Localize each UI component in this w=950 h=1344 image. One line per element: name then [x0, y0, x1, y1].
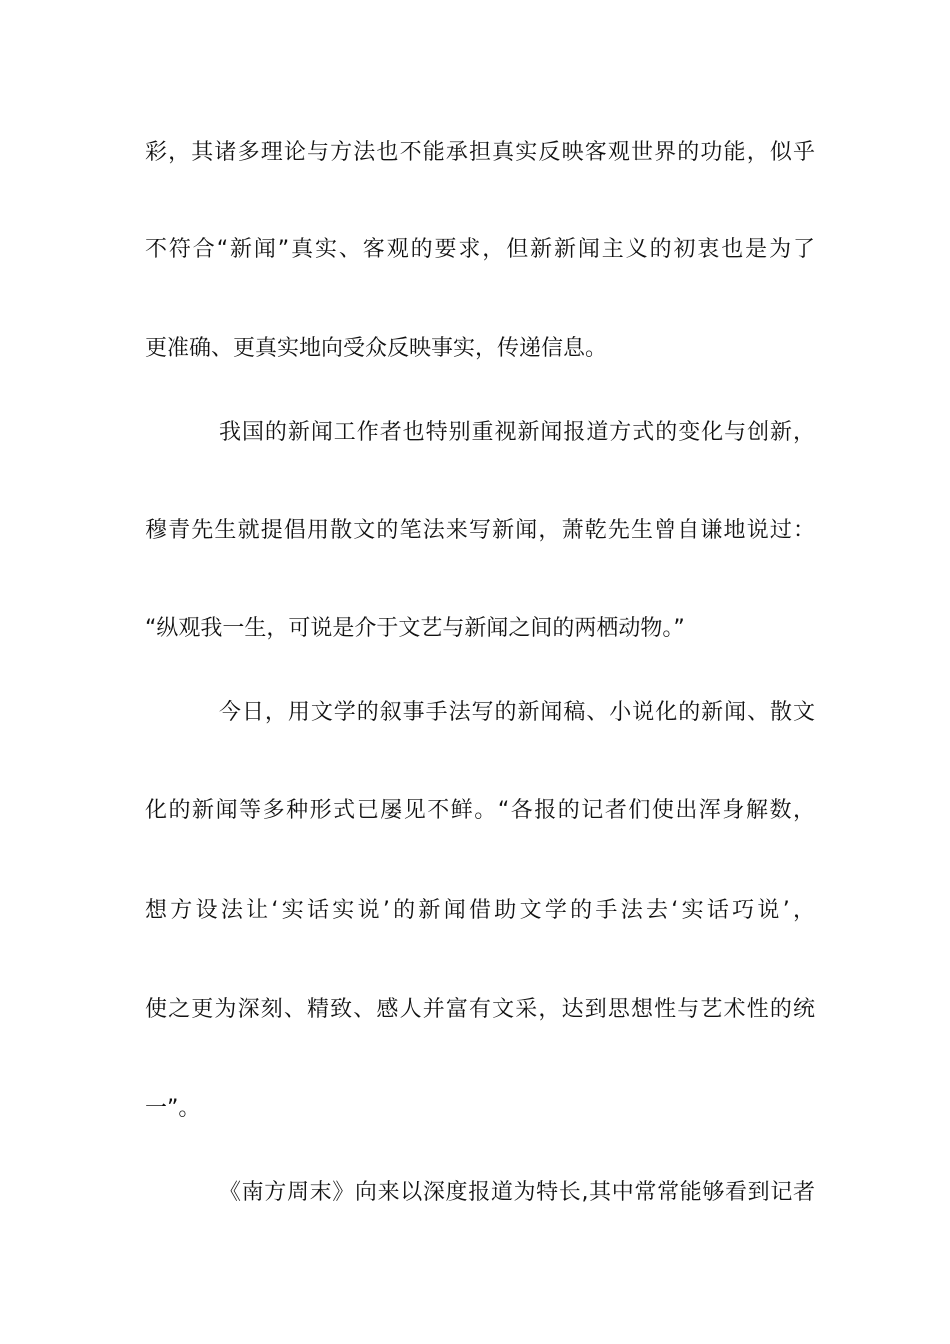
- paragraph-start-line: 我国的新闻工作者也特别重视新闻报道方式的变化与创新，: [219, 420, 815, 445]
- text-line: 更准确、更真实地向受众反映事实，传递信息。: [145, 336, 608, 361]
- text-line: 化的新闻等多种形式已屡见不鲜。“各报的记者们使出浑身解数，: [145, 798, 815, 823]
- text-line: 一”。: [145, 1096, 201, 1121]
- text-line: 穆青先生就提倡用散文的笔法来写新闻，萧乾先生曾自谦地说过：: [145, 518, 815, 543]
- text-line: “纵观我一生，可说是介于文艺与新闻之间的两栖动物。”: [145, 616, 685, 641]
- text-line: 想方设法让‘实话实说’的新闻借助文学的手法去‘实话巧说’，: [145, 898, 815, 923]
- text-line: 不符合“新闻”真实、客观的要求，但新新闻主义的初衷也是为了: [145, 237, 815, 262]
- text-line: 使之更为深刻、精致、感人并富有文采，达到思想性与艺术性的统: [145, 997, 815, 1022]
- text-line: 彩，其诸多理论与方法也不能承担真实反映客观世界的功能，似乎: [145, 140, 815, 165]
- paragraph-start-line: 今日，用文学的叙事手法写的新闻稿、小说化的新闻、散文: [219, 700, 815, 725]
- paragraph-start-line: 《南方周末》向来以深度报道为特长,其中常常能够看到记者: [219, 1180, 815, 1205]
